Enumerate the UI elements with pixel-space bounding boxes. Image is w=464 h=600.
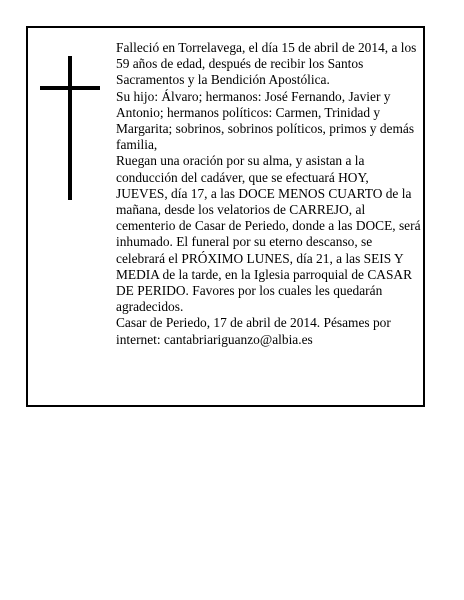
obituary-notice bbox=[26, 26, 425, 407]
cross-vertical-bar bbox=[68, 56, 72, 200]
condolences-info: Casar de Periedo, 17 de abril de 2014. Pésames por internet: cantabriariguanzo@albia.es bbox=[116, 315, 391, 347]
cross-horizontal-bar bbox=[40, 86, 100, 90]
cross-icon bbox=[40, 56, 100, 200]
notice-text bbox=[116, 40, 422, 348]
family-list: Su hijo: Álvaro; hermanos: José Fernando, Javier y Antonio; hermanos políticos: Carmen, Trinidad y Margarita; sobrinos, sobrinos políticos, primos y demás familia, bbox=[116, 88, 415, 153]
funeral-details: Ruegan una oración por su alma, y asistan a la conducción del cadáver, que se efectuará HOY, JUEVES, día 17, a las DOCE MENOS CUARTO de la mañana, desde los velatorios de CARREJO, al cementerio de Casar de Periedo, donde a las DOCE, será inhumado. El funeral por su eterno descanso, se celebrará el PRÓXIMO LUNES, día 21, a las SEIS Y MEDIA de la tarde, en la Iglesia parroquial de CASAR DE PERIDO. Favores por los cuales les quedarán agradecidos. bbox=[116, 153, 421, 315]
death-announcement: Falleció en Torrelavega, el día 15 de abril de 2014, a los 59 años de edad, después de recibir los Santos Sacramentos y la Bendición Apostólica. bbox=[116, 40, 417, 88]
